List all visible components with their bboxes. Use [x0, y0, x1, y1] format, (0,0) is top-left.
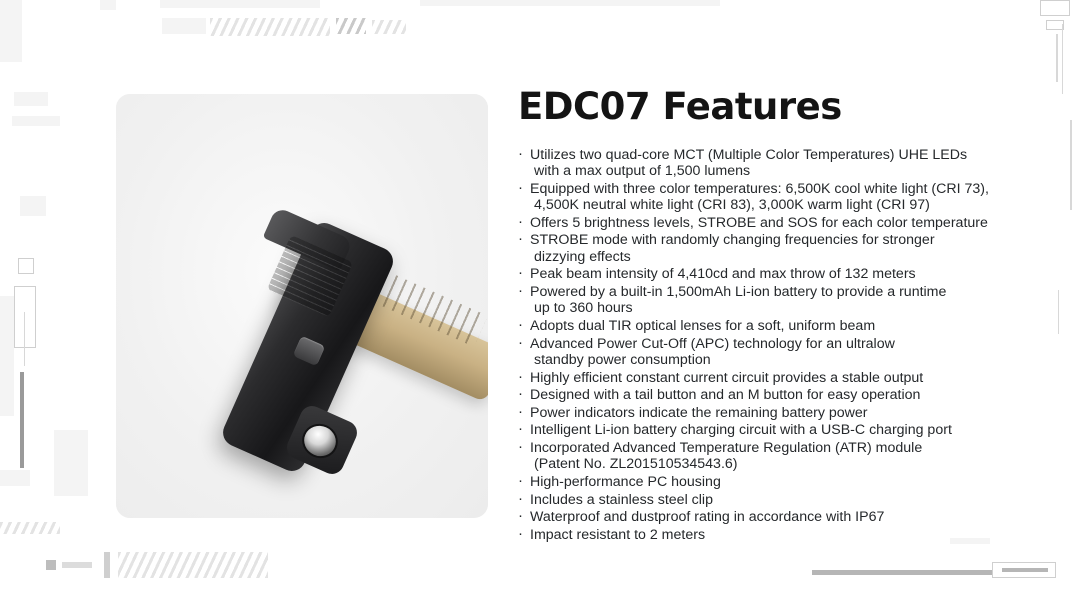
feature-item-line1: High-performance PC housing: [530, 474, 721, 490]
decor-block: [0, 470, 30, 486]
feature-item-line2: dizzying effects: [534, 248, 631, 265]
feature-item: [518, 527, 1018, 543]
feature-item-line1: Advanced Power Cut-Off (APC) technology for an ultralow: [530, 335, 895, 352]
decor-block: [0, 296, 14, 416]
decor-line: [62, 562, 92, 568]
decor-outline: [14, 286, 36, 348]
feature-item-line2: (Patent No. ZL201510534543.6): [534, 456, 738, 473]
feature-item: [518, 318, 1018, 334]
feature-item: [518, 232, 1018, 265]
decor-block: [162, 18, 206, 34]
decor-hatch: [0, 522, 60, 534]
decor-line: [46, 560, 56, 570]
decor-block: [0, 0, 22, 62]
feature-item-line2: standby power consumption: [534, 352, 711, 369]
feature-item-line2: with a max output of 1,500 lumens: [534, 163, 751, 180]
feature-item: [518, 422, 1018, 438]
decor-line: [1056, 34, 1058, 82]
decor-block: [100, 0, 116, 10]
decor-hatch: [372, 20, 406, 34]
feature-item-line1: Includes a stainless steel clip: [530, 491, 713, 508]
feature-item-line1: Peak beam intensity of 4,410cd and max throw of 132 meters: [530, 266, 916, 283]
feature-item-line1: Intelligent Li-ion battery charging circuit with a USB-C charging port: [530, 422, 952, 439]
feature-item-line1: Equipped with three color temperatures: 6,500K cool white light (CRI 73),: [530, 180, 989, 197]
feature-item: [518, 509, 1018, 525]
feature-item: [518, 440, 1018, 473]
decor-hatch: [118, 552, 268, 578]
feature-item-line1: Highly efficient constant current circuit provides a stable output: [530, 369, 924, 386]
decor-block: [14, 92, 48, 106]
decor-line: [1058, 290, 1059, 334]
feature-item: [518, 492, 1018, 508]
product-image: [116, 94, 488, 518]
feature-item-line2: 4,500K neutral white light (CRI 83), 3,000K warm light (CRI 97): [534, 197, 930, 214]
decor-line: [812, 570, 992, 575]
feature-item: [518, 405, 1018, 421]
decor-hatch: [336, 18, 366, 34]
decor-line: [1070, 120, 1072, 210]
decor-outline: [1040, 0, 1070, 16]
feature-item: [518, 147, 1018, 180]
decor-block: [20, 196, 46, 216]
decor-line: [1062, 24, 1063, 94]
feature-item-line1: Utilizes two quad-core MCT (Multiple Color Temperatures) UHE LEDs: [530, 146, 968, 163]
feature-item-line1: Incorporated Advanced Temperature Regulation (ATR) module: [530, 440, 923, 456]
feature-item-line2: up to 360 hours: [534, 300, 633, 317]
decor-block: [160, 0, 320, 8]
decor-line: [1002, 568, 1048, 572]
feature-item: [518, 266, 1018, 282]
decor-hatch: [210, 18, 330, 36]
decor-block: [420, 0, 720, 6]
feature-item: [518, 284, 1018, 317]
decor-block: [12, 116, 60, 126]
feature-item: [518, 474, 1018, 490]
feature-item: [518, 370, 1018, 386]
decor-line: [104, 552, 110, 578]
feature-item-line1: STROBE mode with randomly changing frequencies for stronger: [530, 232, 935, 249]
feature-item-line1: Offers 5 brightness levels, STROBE and SOS for each color temperature: [530, 214, 988, 231]
decor-line: [24, 312, 25, 366]
page-title: EDC07 Features: [518, 85, 842, 128]
content-column: [518, 85, 1018, 544]
feature-item: [518, 387, 1018, 403]
decor-block: [54, 430, 88, 496]
feature-item: [518, 336, 1018, 369]
feature-item: [518, 215, 1018, 231]
feature-item-line1: Impact resistant to 2 meters: [530, 526, 706, 543]
feature-item: [518, 181, 1018, 214]
decor-outline: [18, 258, 34, 274]
feature-item-line1: Powered by a built-in 1,500mAh Li-ion battery to provide a runtime: [530, 284, 947, 301]
feature-item-line1: Designed with a tail button and an M button for easy operation: [530, 387, 921, 404]
feature-list: [518, 147, 1018, 543]
feature-item-line1: Waterproof and dustproof rating in accordance with IP67: [530, 509, 885, 526]
feature-item-line1: Power indicators indicate the remaining battery power: [530, 404, 868, 421]
decor-line: [20, 372, 24, 468]
feature-item-line1: Adopts dual TIR optical lenses for a soft, uniform beam: [530, 318, 876, 335]
